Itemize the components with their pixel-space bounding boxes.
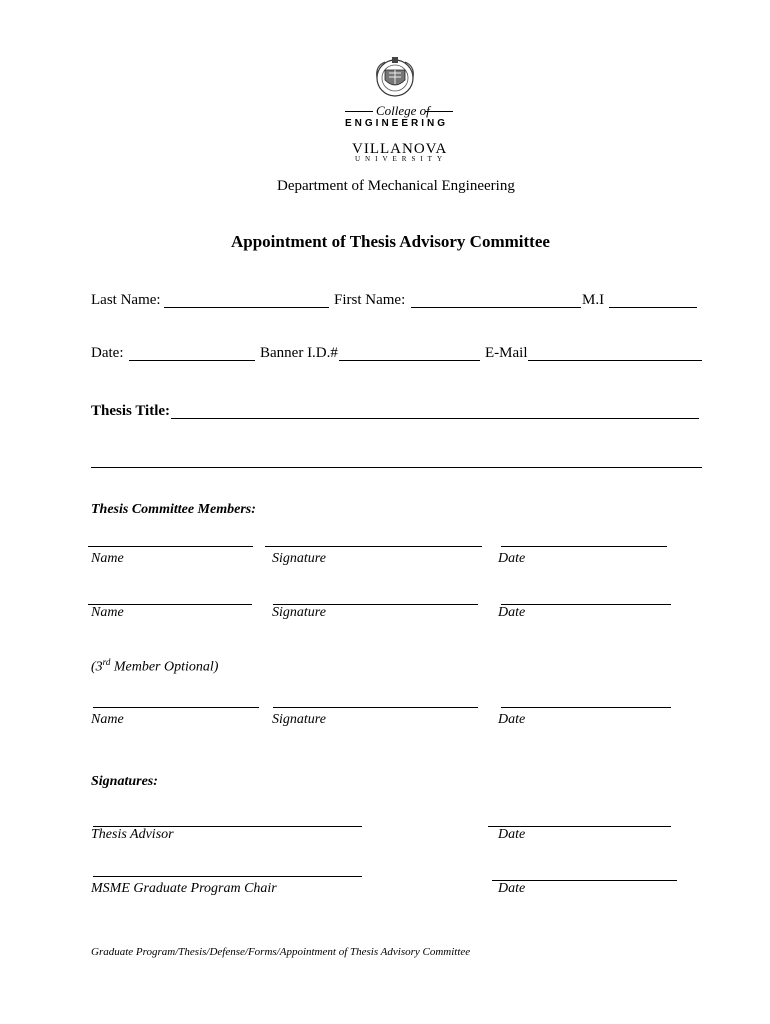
member1-date-label: Date: [498, 551, 526, 566]
signatures-heading: Signatures:: [91, 774, 158, 789]
first-name-field[interactable]: [411, 307, 581, 308]
committee-heading: Thesis Committee Members:: [91, 502, 256, 517]
university-seal-icon: [371, 56, 419, 98]
last-name-field[interactable]: [164, 307, 329, 308]
logo-college-of: College of: [376, 103, 430, 118]
third-member-note: (3rd Member Optional): [91, 657, 219, 675]
mi-label: M.I: [582, 292, 605, 308]
member3-signature-field[interactable]: [273, 707, 478, 708]
date-field[interactable]: [129, 360, 255, 361]
chair-signature-field[interactable]: [93, 876, 362, 877]
member3-name-label: Name: [91, 712, 124, 727]
logo-engineering: ENGINEERING: [345, 118, 449, 129]
advisor-date-label: Date: [498, 827, 526, 842]
logo-university: UNIVERSITY: [355, 155, 447, 163]
member2-date-field[interactable]: [501, 604, 671, 605]
advisor-label: Thesis Advisor: [91, 827, 174, 842]
member2-signature-label: Signature: [272, 605, 326, 620]
member3-name-field[interactable]: [93, 707, 259, 708]
member1-signature-field[interactable]: [265, 546, 482, 547]
email-field[interactable]: [528, 360, 702, 361]
footer-path: Graduate Program/Thesis/Defense/Forms/Appointment of Thesis Advisory Committee: [91, 946, 471, 958]
thesis-title-field-line2[interactable]: [91, 467, 702, 468]
page-title: Appointment of Thesis Advisory Committee: [231, 232, 550, 251]
logo-villanova: VILLANOVA: [352, 141, 448, 157]
thesis-title-field[interactable]: [171, 418, 699, 419]
member3-signature-label: Signature: [272, 712, 326, 727]
thesis-title-label: Thesis Title:: [91, 403, 171, 419]
member3-date-label: Date: [498, 712, 526, 727]
chair-label: MSME Graduate Program Chair: [91, 881, 277, 896]
date-label: Date:: [91, 345, 124, 361]
last-name-label: Last Name:: [91, 292, 161, 308]
department-name: Department of Mechanical Engineering: [277, 178, 515, 194]
email-label: E-Mail: [485, 345, 528, 361]
member1-date-field[interactable]: [501, 546, 667, 547]
mi-field[interactable]: [609, 307, 697, 308]
member2-date-label: Date: [498, 605, 526, 620]
member3-date-field[interactable]: [501, 707, 671, 708]
banner-id-label: Banner I.D.#: [260, 345, 338, 361]
member1-name-field[interactable]: [88, 546, 253, 547]
member1-name-label: Name: [91, 551, 124, 566]
member1-signature-label: Signature: [272, 551, 326, 566]
member2-name-label: Name: [91, 605, 124, 620]
banner-id-field[interactable]: [339, 360, 480, 361]
chair-date-label: Date: [498, 881, 526, 896]
first-name-label: First Name:: [334, 292, 406, 308]
